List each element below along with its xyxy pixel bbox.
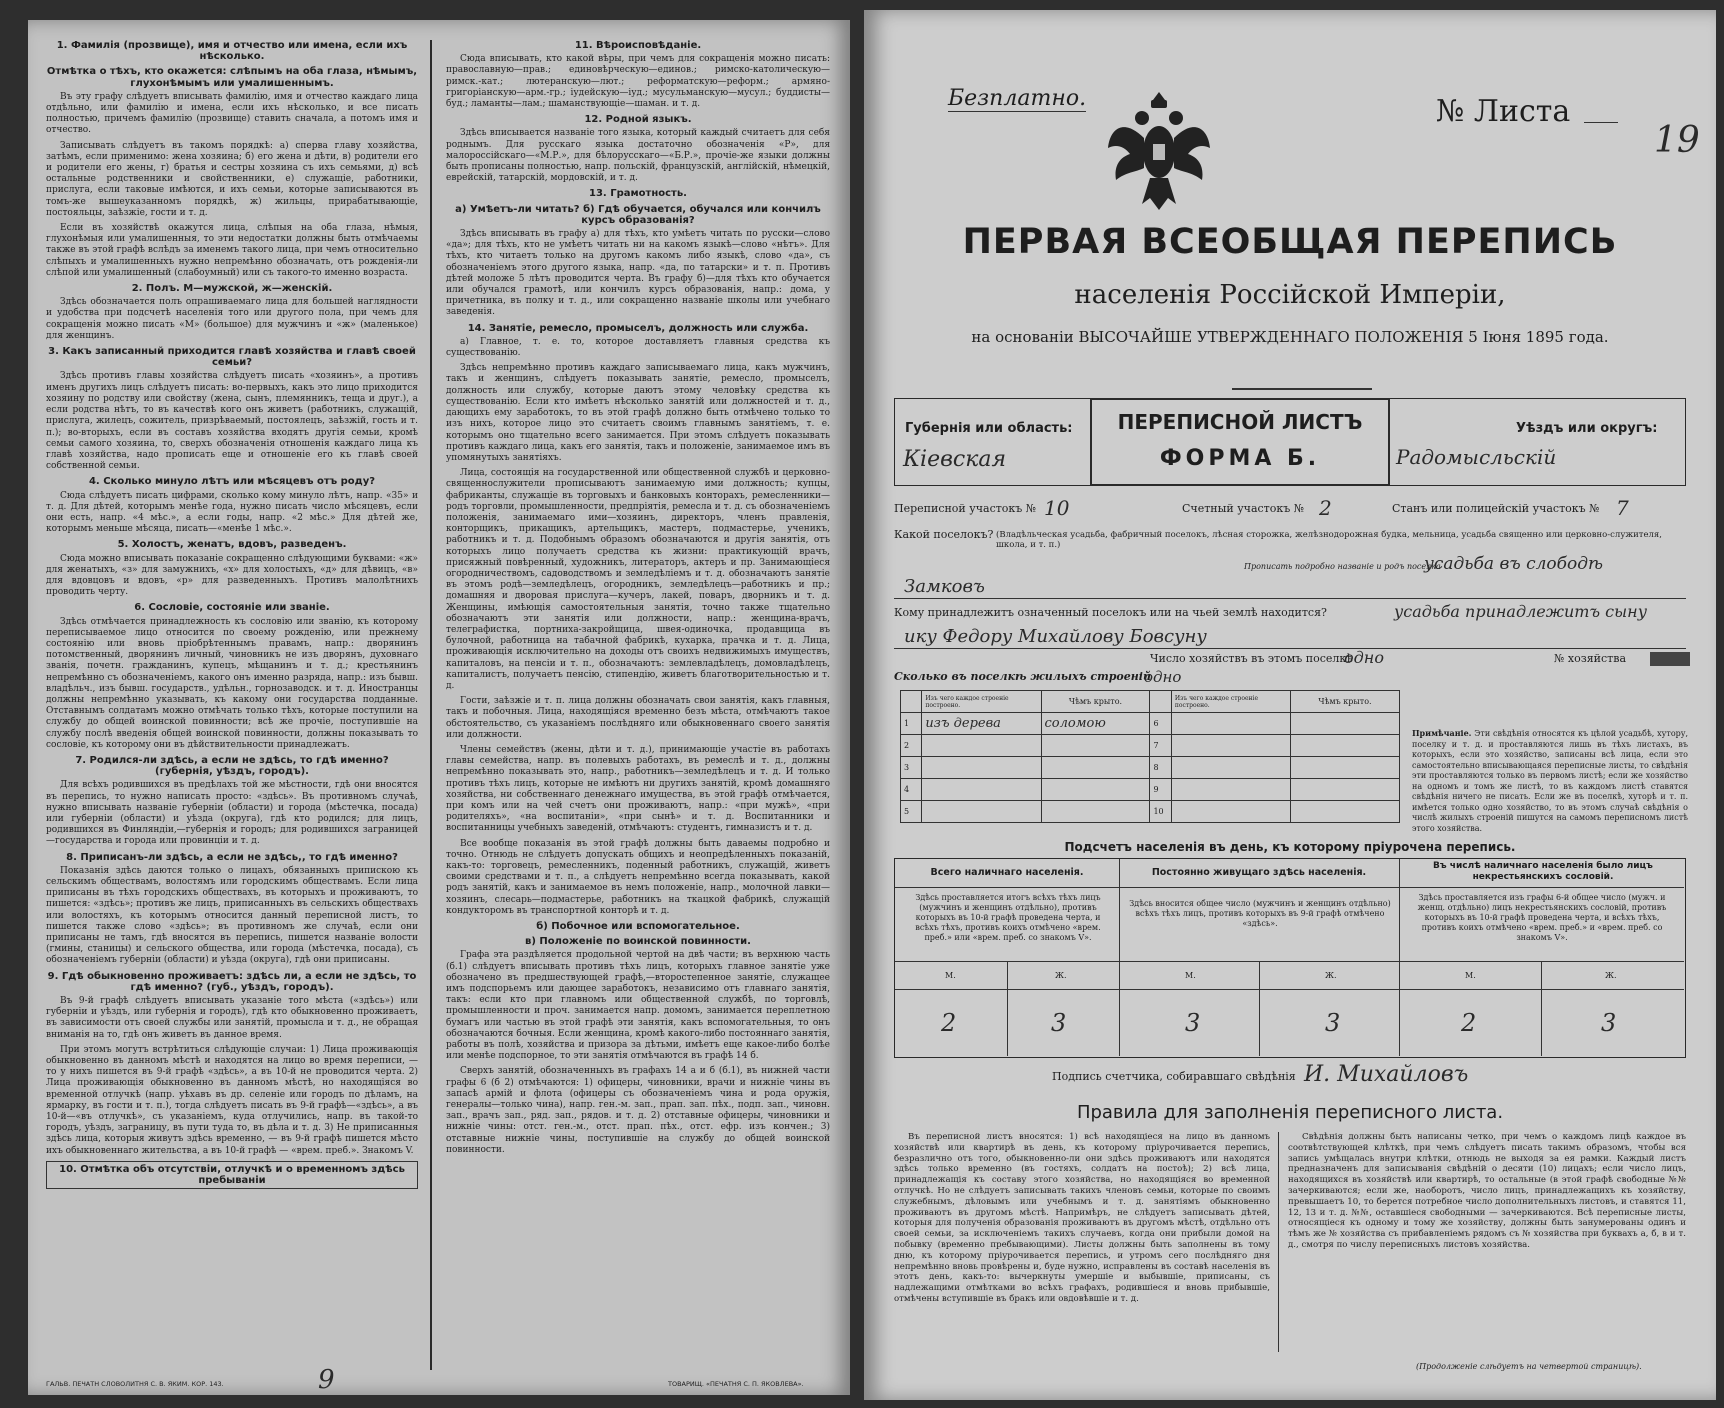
permanent-resident-text: Здѣсь вносится общее число (мужчинъ и женщинъ отдѣльно) всѣхъ тѣхъ лицъ, противъ которыхъ въ 9-й графѣ отмѣчено «здѣсь». <box>1129 899 1391 928</box>
building-1-roof: соломою <box>1041 713 1150 735</box>
c1-female-label: Ж. <box>1055 971 1067 980</box>
instruction-heading: 11. Вѣроисповѣданіе. <box>574 40 702 51</box>
column-divider <box>430 40 432 1370</box>
sheet-number-line <box>1584 122 1618 123</box>
instruction-paragraph: Въ 9-й графѣ слѣдуетъ вписывать указаніе того мѣста («здѣсь») или губерніи и уѣздъ, или губернія и городъ), гдѣ кто обыкновенно проживаетъ, въ зависимости отъ своей службы или занятій, промысла и т. д., не обращая вниманія на то, гдѣ онъ живетъ въ данное время. <box>46 996 418 1040</box>
c2-male-label: М. <box>1185 971 1196 980</box>
households-value: одно <box>1344 648 1384 667</box>
table-row: 1 изъ дерева соломою 6 <box>901 713 1400 735</box>
rules-text-left: Въ переписной листъ вносятся: 1) всѣ находящіеся на лицо въ данномъ хозяйствѣ или квартирѣ въ день, къ которому пріурочивается перепись, безразлично отъ того, обыкновенно-ли они здѣсь проживаютъ или находятся здѣсь только временно (въ гостяхъ, солдатъ на постоѣ); 2) всѣ лица, принадлежащія къ составу этого хозяйства, но находящіяся во временной отлучкѣ. Но не слѣдуетъ записывать такихъ членовъ семьи, которые по своимъ служебнымъ, дѣловымъ или учебнымъ и т. д. занятіямъ обыкновенно проживаютъ въ другомъ мѣстѣ. Напримѣръ, не слѣдуетъ записывать дѣтей, которыя для полученія образованія проживаютъ въ другомъ мѣстѣ, отдѣльно отъ своей семьи, за исключеніемъ такихъ случаевъ, когда они прибыли домой на побывку (временно пребывающими). Листы должны быть заполнены въ тому дню, къ которому пріурочивается перепись, и утромъ сего послѣдняго дня непремѣнно вновь провѣрены и, буде нужно, исправлены въ составѣ населенія въ этотъ день, какъ-то: вычеркнуты умершіе и выбывшіе, приписаны, съ надлежащими отмѣтками во всѣхъ графахъ, родившіеся и вновь прибывшіе, отмѣчены вступившіе въ бракъ или овдовѣвшіе и т. д. <box>894 1132 1270 1304</box>
population-count-table <box>894 858 1686 1058</box>
form-title-1: ПЕРЕПИСНОЙ ЛИСТЪ <box>1117 410 1363 434</box>
total-present-text: Здѣсь проставляется итогъ всѣхъ тѣхъ лицъ (мужчинъ и женщинъ отдѣльно), противъ которыхъ въ 10-й графѣ проведена черта, и всѣхъ тѣхъ, противъ коихъ отмѣчено «врем. преб.» или «врем. преб. со знакомъ V». <box>915 893 1101 942</box>
double-headed-eagle-emblem <box>1104 88 1214 216</box>
police-district-value: 7 <box>1616 496 1629 520</box>
buildings-label: Сколько въ поселкѣ жилыхъ строеній <box>894 670 1151 683</box>
form-title-2: ФОРМА Б. <box>1159 446 1321 471</box>
instruction-heading: 7. Родился-ли здѣсь, а если не здѣсь, то гдѣ именно? (губернія, уѣздъ, городъ). <box>75 754 389 778</box>
instruction-paragraph: а) Главное, т. е. то, которое доставляетъ главныя средства къ существованію. <box>446 336 830 359</box>
buildings-table <box>900 690 1400 823</box>
enumerator-signature: И. Михайловъ <box>1304 1062 1469 1087</box>
instruction-paragraph: Сверхъ занятій, обозначенныхъ въ графахъ 14 а и б (б.1), въ нижней части графы 6 (б 2) отмѣчаются: 1) офицеры, чиновники, врачи и нижніе чины въ запасѣ армій и флота (офицеры съ обозначеніемъ чина и рода оружія, генералы—только чина), напр. ген.-м. зап., прап. зап. пѣх., подп. зап., чиновн. зап., врачъ зап., ряд. зап., рядов. и т. д. 2) отставные офицеры, чиновники и нижніе чины: отст. ген.-м., отст. прап. пѣх., отст. ефр. изъ кончен.; 3) отставные нижніе чины, поступившіе на службу до общей воинской повинности. <box>446 1066 830 1155</box>
note-text: Эти свѣдѣнія относятся къ цѣлой усадьбѣ, хутору, поселку и т. д. и проставляются лишь въ тѣхъ листахъ, въ которыхъ, если это хозяйство, записаны всѣ лица, если это самостоятельно вписывающаяся переписные листы, то свѣдѣнія эти проставляются только въ первомъ листѣ; если же хозяйство на одномъ и томъ же листѣ, то въ каждомъ листѣ ставятся свѣдѣнія ничего не писать. Если же въ поселкѣ, хуторѣ и т. п. имѣется только одно хозяйство, то въ этомъ случаѣ свѣдѣнія о числѣ жилыхъ строеній пишутся на самомъ переписномъ листѣ этого хозяйства. <box>1412 729 1689 833</box>
buildings-roof-header: Чѣмъ крыто. <box>1041 691 1150 713</box>
instructions-column-2 <box>446 36 830 1361</box>
instruction-paragraph: Здѣсь обозначается полъ опрашиваемаго лица для большей наглядности и удобства при подсчетѣ населенія того или другого пола, при чемъ для сокращенія можно писать «М» (большое) для мужчинъ и «ж» (маленькое) для женщинъ. <box>46 297 418 341</box>
settlement-underline <box>894 598 1686 599</box>
settlement-hint-2: Прописать подробно названіе и родъ поселка <box>1244 562 1441 571</box>
table-row: 2 7 <box>901 735 1400 757</box>
total-present-header: Всего наличнаго населенія. <box>930 867 1084 878</box>
census-title: ПЕРВАЯ ВСЕОБЩАЯ ПЕРЕПИСЬ <box>962 222 1618 262</box>
instruction-heading: 6. Сословіе, состояніе или званіе. <box>134 602 330 614</box>
counting-district-value: 2 <box>1319 496 1332 520</box>
instruction-paragraph: Графа эта раздѣляется продольной чертой на двѣ части; въ верхнюю часть (б.1) слѣдуетъ вписывать противъ тѣхъ лицъ, которыхъ главное занятіе уже обозначено въ предшествующей графѣ,—второстепенное занятіе, служащее имъ подспорьемъ или дающее заработокъ, независимо отъ главнаго занятія, такъ: если кто при главномъ или общественной службѣ, по торговлѣ, промышленности и проч. занимается напр. домомъ, занимается переплетною бумагъ или частью въ этой графѣ эти занятія, какъ вспомогательныя, то онъ обозначаются бочныя. Если женщина, кромѣ какого-либо постояннаго занятія, работы въ полѣ, хозяйства и призора за дѣтьми, имѣетъ еще какое-либо болѣе или менѣе подспорное, то эти занятія отмѣчаются въ графѣ 14 б. <box>446 950 830 1062</box>
instruction-paragraph: Здѣсь непремѣнно противъ каждаго записываемаго лица, какъ мужчинъ, такъ и женщинъ, слѣдуетъ показывать занятіе, ремесло, промыселъ, должность или службу, которые даютъ этому человѣку средства къ существованію. Если кто имѣетъ нѣсколько занятій или должностей и т. д., дающихъ ему заработокъ, то въ этой графѣ должно быть отмѣчено только то изъ нихъ, которое лицо это считаетъ своимъ главнымъ занятіемъ, т. е. которымъ оно тщательно всего занимается. При этомъ слѣдуетъ показывать противъ каждаго лица, какъ его занятія, такъ и положеніе, занимаемое имъ въ упомянутыхъ занятіяхъ. <box>446 363 830 463</box>
form-title-box <box>1090 398 1390 486</box>
instruction-heading: в) Положеніе по воинской повинности. <box>525 936 751 948</box>
instruction-heading: 4. Сколько минуло лѣтъ или мѣсяцевъ отъ роду? <box>88 476 376 488</box>
instruction-paragraph: Въ эту графу слѣдуетъ вписывать фамилію, имя и отчество каждаго лица отдѣльно, или фамилію и имена, если ихъ нѣсколько, и все писать полностью, причемъ фамилію (прозвище) ставить сначала, а потомъ имя и отчество. <box>46 91 418 136</box>
building-1-material: изъ дерева <box>922 713 1041 735</box>
buildings-roof-header-2: Чѣмъ крыто. <box>1290 691 1399 713</box>
page-number: 9 <box>318 1365 335 1395</box>
signature-label: Подпись счетчика, собиравшаго свѣдѣнія <box>1052 1070 1296 1083</box>
instructions-column-1 <box>46 36 418 1361</box>
instruction-heading: 12. Родной языкъ. <box>584 114 692 126</box>
title-rule <box>1232 388 1372 390</box>
c1-male-label: М. <box>945 971 956 980</box>
census-basis: на основаніи ВЫСОЧАЙШЕ УТВЕРЖДЕННАГО ПОЛОЖЕНІЯ 5 Іюня 1895 года. <box>971 328 1609 346</box>
owner-value-1: усадьба принадлежитъ сыну <box>1394 602 1647 621</box>
instruction-paragraph: Здѣсь вписывается названіе того языка, который каждый считаетъ для себя роднымъ. Для русскаго языка достаточно обозначенія «Р», для малороссійскаго—«М.Р.», для бѣлорусскаго—«Б.Р.», прочіе-же языки должны быть прописаны полностью, напр. польскій, французскій, англійскій, нѣмецкій, еврейскій, татарскій, мордовскій, и т. д. <box>446 128 830 184</box>
instruction-paragraph: Сюда можно вписывать показаніе сокращенно слѣдующими буквами: «ж» для женатыхъ, «з» для замужнихъ, «х» для холостыхъ, «д» для дѣвицъ, «в» для вдовцовъ и вдовъ, «р» для разведенныхъ. Противъ малолѣтнихъ проводить черту. <box>46 553 418 598</box>
uezd-label: Уѣздъ или округъ: <box>1516 421 1658 436</box>
sheet-number-label: № Листа <box>1436 94 1571 129</box>
household-number-label: № хозяйства <box>1554 652 1626 665</box>
gubernia-box <box>894 398 1094 486</box>
c3-male-label: М. <box>1465 971 1476 980</box>
count-permanent-female: 3 <box>1325 1009 1341 1037</box>
buildings-note <box>1412 728 1688 834</box>
table-row: 3 8 <box>901 757 1400 779</box>
census-subtitle: населенія Россійской Имперіи, <box>1074 280 1506 310</box>
buildings-material-header: Изъ чего каждое строеніе построено. <box>922 691 1041 713</box>
buildings-value: одно <box>1144 668 1182 686</box>
household-number-redaction <box>1650 652 1690 666</box>
count-permanent-male: 3 <box>1185 1009 1201 1037</box>
count-non-peasant-male: 2 <box>1461 1009 1477 1037</box>
instruction-heading: 9. Гдѣ обыкновенно проживаетъ: здѣсь ли, а если не здѣсь, то гдѣ именно? (губ., уѣздъ, городъ). <box>47 970 417 993</box>
instruction-heading: 3. Какъ записанный приходится главѣ хозяйства и главѣ своей семьи? <box>48 346 416 369</box>
instruction-heading: 13. Грамотность. <box>589 188 687 200</box>
sheet-number-value: 19 <box>1654 120 1700 161</box>
free-label: Безплатно. <box>948 86 1087 111</box>
uezd-box <box>1386 398 1686 486</box>
absence-column-heading: 10. Отмѣтка объ отсутствіи, отлучкѣ и о временномъ здѣсь пребываніи <box>46 1161 418 1189</box>
instruction-paragraph: Здѣсь противъ главы хозяйства слѣдуетъ писать «хозяинъ», а противъ именъ другихъ лицъ слѣдуетъ писать: во-первыхъ, какъ это лицо приходится хозяину по родству или свойству (жена, сынъ, племянникъ, теща и друг.), а если родства нѣтъ, то въ качествѣ кого онъ живетъ (работникъ, служащій, прислуга, жилецъ, сожитель, призрѣваемый, постоялецъ, заѣзжій, гость и т. п.); во-вторыхъ, если въ составъ хозяйства входятъ другія семьи, кромѣ семьи самого хозяина, то, сверхъ обозначенія отношенія каждаго лица къ главѣ хозяйства, надо прописать еще и отношеніе его къ главѣ своей собственной семьи. <box>46 371 418 472</box>
left-page <box>28 20 850 1395</box>
gubernia-label: Губернія или область: <box>905 421 1073 436</box>
non-peasant-header: Въ числѣ наличнаго населенія было лицъ некрестьянскихъ сословій. <box>1433 861 1653 882</box>
instruction-heading: а) Умѣетъ-ли читать? б) Гдѣ обучается, обучался или кончилъ курсъ образованія? <box>455 203 821 226</box>
table-row: 4 9 <box>901 779 1400 801</box>
printer-imprint-right: ТОВАРИЩ. «ПЕЧАТНЯ С. П. ЯКОВЛЕВА». <box>668 1380 804 1388</box>
buildings-material-header-2: Изъ чего каждое строеніе построено. <box>1171 691 1290 713</box>
settlement-value-2: Замковъ <box>904 576 985 597</box>
owner-underline <box>894 648 1686 649</box>
instruction-heading: 8. Приписанъ-ли здѣсь, а если не здѣсь,, то гдѣ именно? <box>66 851 398 863</box>
instruction-paragraph: Здѣсь отмѣчается принадлежность къ сословію или званію, къ которому переписываемое лицо относится по своему рожденію, или прежнему состоянію или вновь пріобрѣтеннымъ правамъ, напр.: дворянинъ потомственный, дворянинъ личный, чиновникъ не изъ дворянъ, духовнаго званія, почетн. гражданинъ, купецъ, мѣщанинъ и т. д.; крестьянинъ непремѣнно съ обозначеніемъ, какого онъ именно разряда, напр.: изъ бывш. владѣльч., изъ бывш. государств., удѣльн., горнозаводск. и т. д. Иностранцы должны непремѣнно указывать, къ какому они государства подданные. Отставнымъ солдатамъ можно отмѣчать только тѣхъ, которые поступили на службу до общей воинской повинности; всѣ же прочіе, поступившіе на службу послѣ введенія общей воинской повинности, должны показывать то сословіе, къ которому они въ дѣйствительности принадлежатъ. <box>46 616 418 750</box>
c2-female-label: Ж. <box>1325 971 1337 980</box>
table-row: 5 10 <box>901 801 1400 823</box>
instruction-paragraph: Гости, заѣзжіе и т. п. лица должны обозначать свои занятія, какъ главныя, такъ и побочныя. Лица, находящіяся временно безъ мѣста, отмѣчаютъ такое обстоятельство, съ указаніемъ послѣдняго или обыкновеннаго своего занятія или должности. <box>446 696 830 740</box>
instruction-heading: Отмѣтка о тѣхъ, кто окажется: слѣпымъ на оба глаза, нѣмымъ, глухонѣмымъ или умалишеннымъ. <box>46 66 418 89</box>
permanent-resident-header: Постоянно живущаго здѣсь населенія. <box>1151 867 1367 878</box>
rules-divider <box>1278 1132 1279 1352</box>
instruction-paragraph: Лица, состоящія на государственной или общественной службѣ и церковно-священнослужители прописываютъ занимаемую ими должность; купцы, фабриканты, служащіе въ торговыхъ и банковыхъ конторахъ, ремесленники—родъ торговли, промышленности, предпріятія, ремесла и т. д. съ обозначеніемъ положенія, занимаемаго ими—хозяинъ, директоръ, членъ правленія, конторщикъ, прикащикъ, артельщикъ, мастеръ, подмастерье, ученикъ, работникъ и т. д. Подобнымъ образомъ обозначаются и другія занятія, отъ которыхъ лицо получаетъ средства къ жизни: практикующій врачъ, присяжный повѣренный, художникъ, литераторъ, актеръ и пр. Занимающіеся огородничествомъ, садоводствомъ и земледѣліемъ и т. д. обозначаютъ занятіе въ этомъ родѣ—земледѣлецъ, огородникъ, земледѣлецъ—работникъ и пр.; домашняя и дворовая прислуга—кучеръ, лакей, поваръ, дворникъ и т. д. Женщины, имѣющія самостоятельныя занятія, точно также тщательно обозначаютъ эти занятія или должности, напр.: женщина-врачъ, телеграфистка, портниха-закройщица, швея-одиночка, продавщица въ булочной, работница на табачной фабрикѣ, кухарка, прачка и т. д. Лица, проживающія исключительно на доходы отъ своихъ недвижимыхъ имуществъ, капиталовъ, на пенсіи и т. п., обозначаютъ: землевладѣлецъ, домовладѣлецъ, капиталистъ, получаетъ пенсію, стипендію, живетъ благотворительностью и т. д. <box>446 468 830 691</box>
c3-female-label: Ж. <box>1605 971 1617 980</box>
instruction-paragraph: Сюда слѣдуетъ писать цифрами, сколько кому минуло лѣтъ, напр. «35» и т. д. Для дѣтей, которымъ менѣе года, нужно писать число мѣсяцевъ, если они есть, напр. «4 мѣс.», а если годы, напр. «2 мѣс.» Для дѣтей же, которымъ меньше мѣсяца, писать—«менѣе 1 мѣс.». <box>46 490 418 535</box>
instruction-paragraph: Записывать слѣдуетъ въ такомъ порядкѣ: а) сперва главу хозяйства, затѣмъ, если применимо: жена хозяина; б) его жена и дѣти, в) родители его и родители его жены, г) братья и сестры хозяина съ ихъ семьями, д) всѣ остальные родственники и свойственники, е) служащіе, работники, прислуга, если таковые имѣются, и ихъ семьи, которые записываются въ томъ-же вышеуказанномъ порядкѣ, ж) жильцы, прирабатывающіе, постояльцы, заѣзжіе, гости и т. д. <box>46 140 418 218</box>
instruction-paragraph: Здѣсь вписывать въ графу а) для тѣхъ, кто умѣетъ читать по русски—слово «да»; для тѣхъ, кто не умѣетъ читать ни на какомъ языкѣ—слово «нѣтъ». Для тѣхъ, кто читаетъ только на другомъ какомъ либо языкѣ, слово «да», съ обозначеніемъ этого другого языка, напр. «да, по татарски» и т. п. Противъ дѣтей моложе 5 лѣтъ проводится черта. Въ графу б)—для тѣхъ кто обучается или обучался грамотѣ, или кончилъ курсъ образованія, напр.: дома, у причетника, въ полку и т. д., или сокращенно названіе школы или учебнаго заведенія. <box>446 229 830 318</box>
instruction-heading: 1. Фамилія (прозвище), имя и отчество или имена, если ихъ нѣсколько. <box>56 40 408 63</box>
instruction-paragraph: Показанія здѣсь даются только о лицахъ, обязанныхъ припискою къ сельскимъ обществамъ, волостямъ или городскимъ обществамъ. Если лица приписаны въ тѣхъ городскихъ обществахъ, въ которыхъ и проживаютъ, то пишется: «здѣсь»; противъ же лицъ, приписанныхъ въ сельскихъ обществахъ или волостяхъ, къ которымъ относится данный переписной листъ, то пишется также слово «здѣсь»; въ противномъ же случаѣ, если они приписаны не тамъ, гдѣ вносятся въ перепись, пишется названіе волости (гмины, станицы) и сельского общества, или города (мѣстечка, посада), съ обозначеніемъ губерніи (области) и уѣзда (округа), гдѣ они приписаны. <box>46 865 418 966</box>
rules-title: Правила для заполненія переписного листа. <box>1076 1102 1504 1123</box>
printer-imprint-left: ГАЛЬВ. ПЕЧАТН СЛОВОЛИТНЯ С. В. ЯКИМ. КОР. 143. <box>46 1380 224 1388</box>
rules-text-right: Свѣдѣнія должны быть написаны четко, при чемъ о каждомъ лицѣ каждое въ соотвѣтствующей клѣткѣ, при чемъ слѣдуетъ писать такимъ образомъ, чтобы вся запись умѣщалась внутри клѣтки, отнюдь не выходя за ея рамки. Каждый листъ предназначенъ для записыванія свѣдѣній о десяти (10) лицахъ; если число лицъ, находящихся въ хозяйствѣ или квартирѣ, то остальные (в этой графѣ свободные №№ зачеркиваются; если же, наоборотъ, число лицъ, принадлежащихъ къ хозяйству, превышаетъ 10, то берется потребное число дополнительныхъ листовъ, и ставятся 11, 12, 13 и т. д. №№, оставшіеся свободными — зачеркиваются. Всѣ переписные листы, относящіеся къ одному и тому же хозяйству, должны быть занумерованы одинъ и тѣмъ же № хозяйства съ прибавленіемъ рядомъ съ № хозяйства при буквахъ а, б, в и т. д., смотря по числу переписныхъ листовъ хозяйства. <box>1288 1132 1686 1250</box>
instruction-paragraph: Для всѣхъ родившихся въ предѣлахъ той же мѣстности, гдѣ они вносятся въ перепись, то нужно написать просто: «здѣсь». Въ противномъ случаѣ, нужно вписывать названіе губерніи (области) и города (мѣстечка, посада) или губерніи (области) и уѣзда (округа), гдѣ кто родился; для лицъ, родившихся въ Финляндіи,—губернія и городъ; для родившихся заграницей—государства и города или провинціи и т. д. <box>46 780 418 847</box>
settlement-label: Какой поселокъ? <box>894 528 994 541</box>
population-count-title: Подсчетъ населенія въ день, къ которому пріурочена перепись. <box>1064 840 1516 854</box>
count-total-male: 2 <box>941 1009 957 1037</box>
continued-note: (Продолженіе слѣдуетъ на четвертой страницѣ). <box>1416 1362 1642 1371</box>
note-title: Примѣчаніе. <box>1412 728 1472 738</box>
owner-value-2: ику Федору Михайлову Бовсуну <box>904 626 1207 647</box>
owner-label: Кому принадлежитъ означенный поселокъ или на чьей землѣ находится? <box>894 606 1327 619</box>
instruction-heading: 5. Холостъ, женатъ, вдовъ, разведенъ. <box>117 539 347 551</box>
police-district-label: Станъ или полицейскій участокъ № <box>1392 502 1600 515</box>
instruction-paragraph: Члены семействъ (жены, дѣти и т. д.), принимающіе участіе въ работахъ главы семейства, напр. въ полевыхъ работахъ, въ ремеслѣ и т. д., должны непремѣнно показывать это, напр., работникъ—земледѣлецъ и т. д. И только противъ тѣхъ лицъ, которые не имѣютъ ни другихъ занятій, кромѣ домашняго хозяйства, ни собственнаго денежнаго имущества, въ этой графѣ отмѣчается, при комъ или на чей счетъ они проживаютъ, напр.: «при мужѣ», «при родителяхъ», «на воспитаніи», «при сынѣ» и т. д. Воспитанники и воспитанницы учебныхъ заведеній, отмѣчаютъ: студентъ, гимназистъ и т. д. <box>446 744 830 834</box>
instruction-heading: 2. Полъ. М—мужской, ж—женскій. <box>131 283 333 295</box>
instruction-heading: 14. Занятіе, ремесло, промыселъ, должность или служба. <box>467 322 809 334</box>
census-district-value: 10 <box>1044 496 1070 520</box>
instruction-heading: б) Побочное или вспомогательное. <box>536 921 740 933</box>
count-total-female: 3 <box>1051 1009 1067 1037</box>
census-district-label: Переписной участокъ № <box>894 502 1037 515</box>
uezd-value: Радомысльскій <box>1396 445 1557 469</box>
instruction-paragraph: Все вообще показанія въ этой графѣ должны быть даваемы подробно и точно. Отнюдь не слѣдуетъ допускать общихъ и неопредѣленныхъ показаній, какъ-то: торговецъ, ремесленникъ, поденный работникъ, служащій, живетъ своими средствами и т. п., а слѣдуетъ непремѣнно всегда показывать, какой родъ занятій, какъ и занимаемое въ немъ положеніе, напр., молочной лавки—хозяинъ, слесарь—подмастерье, работникъ на ткацкой фабрикѣ, служащій кондукторомъ въ транспортной конторѣ и т. д. <box>446 838 830 916</box>
right-page <box>864 10 1716 1400</box>
households-label: Число хозяйствъ въ этомъ поселкѣ <box>1150 652 1353 665</box>
non-peasant-text: Здѣсь проставляется изъ графы 6-й общее число (мужч. и женщ. отдѣльно) лицъ некрестьянскихъ сословій, противъ которыхъ въ 10-й графѣ проведена черта, и всѣхъ тѣхъ, противъ коихъ отмѣчено «врем. преб.» и «врем. преб. со знакомъ V». <box>1417 893 1667 942</box>
count-non-peasant-female: 3 <box>1601 1009 1617 1037</box>
instruction-paragraph: При этомъ могутъ встрѣтиться слѣдующіе случаи: 1) Лица проживающія обыкновенно въ данномъ мѣстѣ и находятся на лицо во время переписи, — то у нихъ пишется въ 9-й графѣ «здѣсь», а въ 10-й не проводится черта. 2) Лица проживающія обыкновенно въ данномъ мѣстѣ, но находящіяся во временной отлучкѣ (напр. уѣхавъ въ др. селеніе или городъ по дѣламъ, на ярмарку, въ гости и т. п.), тогда слѣдуетъ писать въ 9-й графѣ—«здѣсь», а въ 10-й—«въ отлучкѣ», съ указаніемъ, куда отлучились, напр. въ такой-то городъ, уѣздъ, заграницу, въ пути туда то, въ дѣла и т. д. 3) Не приписанныя здѣсь лица, которыя живутъ здѣсь временно, — въ 9-й графѣ пишется мѣсто ихъ обыкновеннаго жительства, а въ 10-й графѣ — «врем. преб.». Знакомъ V. <box>46 1044 418 1156</box>
instruction-paragraph: Если въ хозяйствѣ окажутся лица, слѣпыя на оба глаза, нѣмыя, глухонѣмыя или умалишенныя, то эти недостатки должны быть отмѣчаемы также въ этой графѣ вслѣдъ за именемъ такого лица, при чемъ относительно слѣпыхъ и умалишенныхъ нужно непремѣнно обозначать, отъ рожденія-ли слѣпой или умалишенный (слабоумный) или съ такого-то именно возраста. <box>46 223 418 278</box>
counting-district-label: Счетный участокъ № <box>1182 502 1305 515</box>
settlement-value-1: усадьба въ слободѣ <box>1424 554 1604 574</box>
settlement-hint: (Владѣльческая усадьба, фабричный поселокъ, лѣсная сторожка, желѣзнодорожная будка, мельница, усадьба священно или церковно-служителя, школа, и т. п.) <box>996 530 1662 550</box>
instruction-paragraph: Сюда вписывать, кто какой вѣры, при чемъ для сокращенія можно писать: православную—прав.; единовѣрческую—единов.; римско-католическую—римск.-кат.; лютеранскую—лют.; реформатскую—реформ.; армяно-григоріанскую—арм.-гр.; іудейскую—іуд.; мусульманскую—мусул.; буддисты—буд.; ламанты—лам.; шаманствующіе—шаман. и т. д. <box>446 54 830 110</box>
gubernia-value: Кіевская <box>903 447 1007 472</box>
